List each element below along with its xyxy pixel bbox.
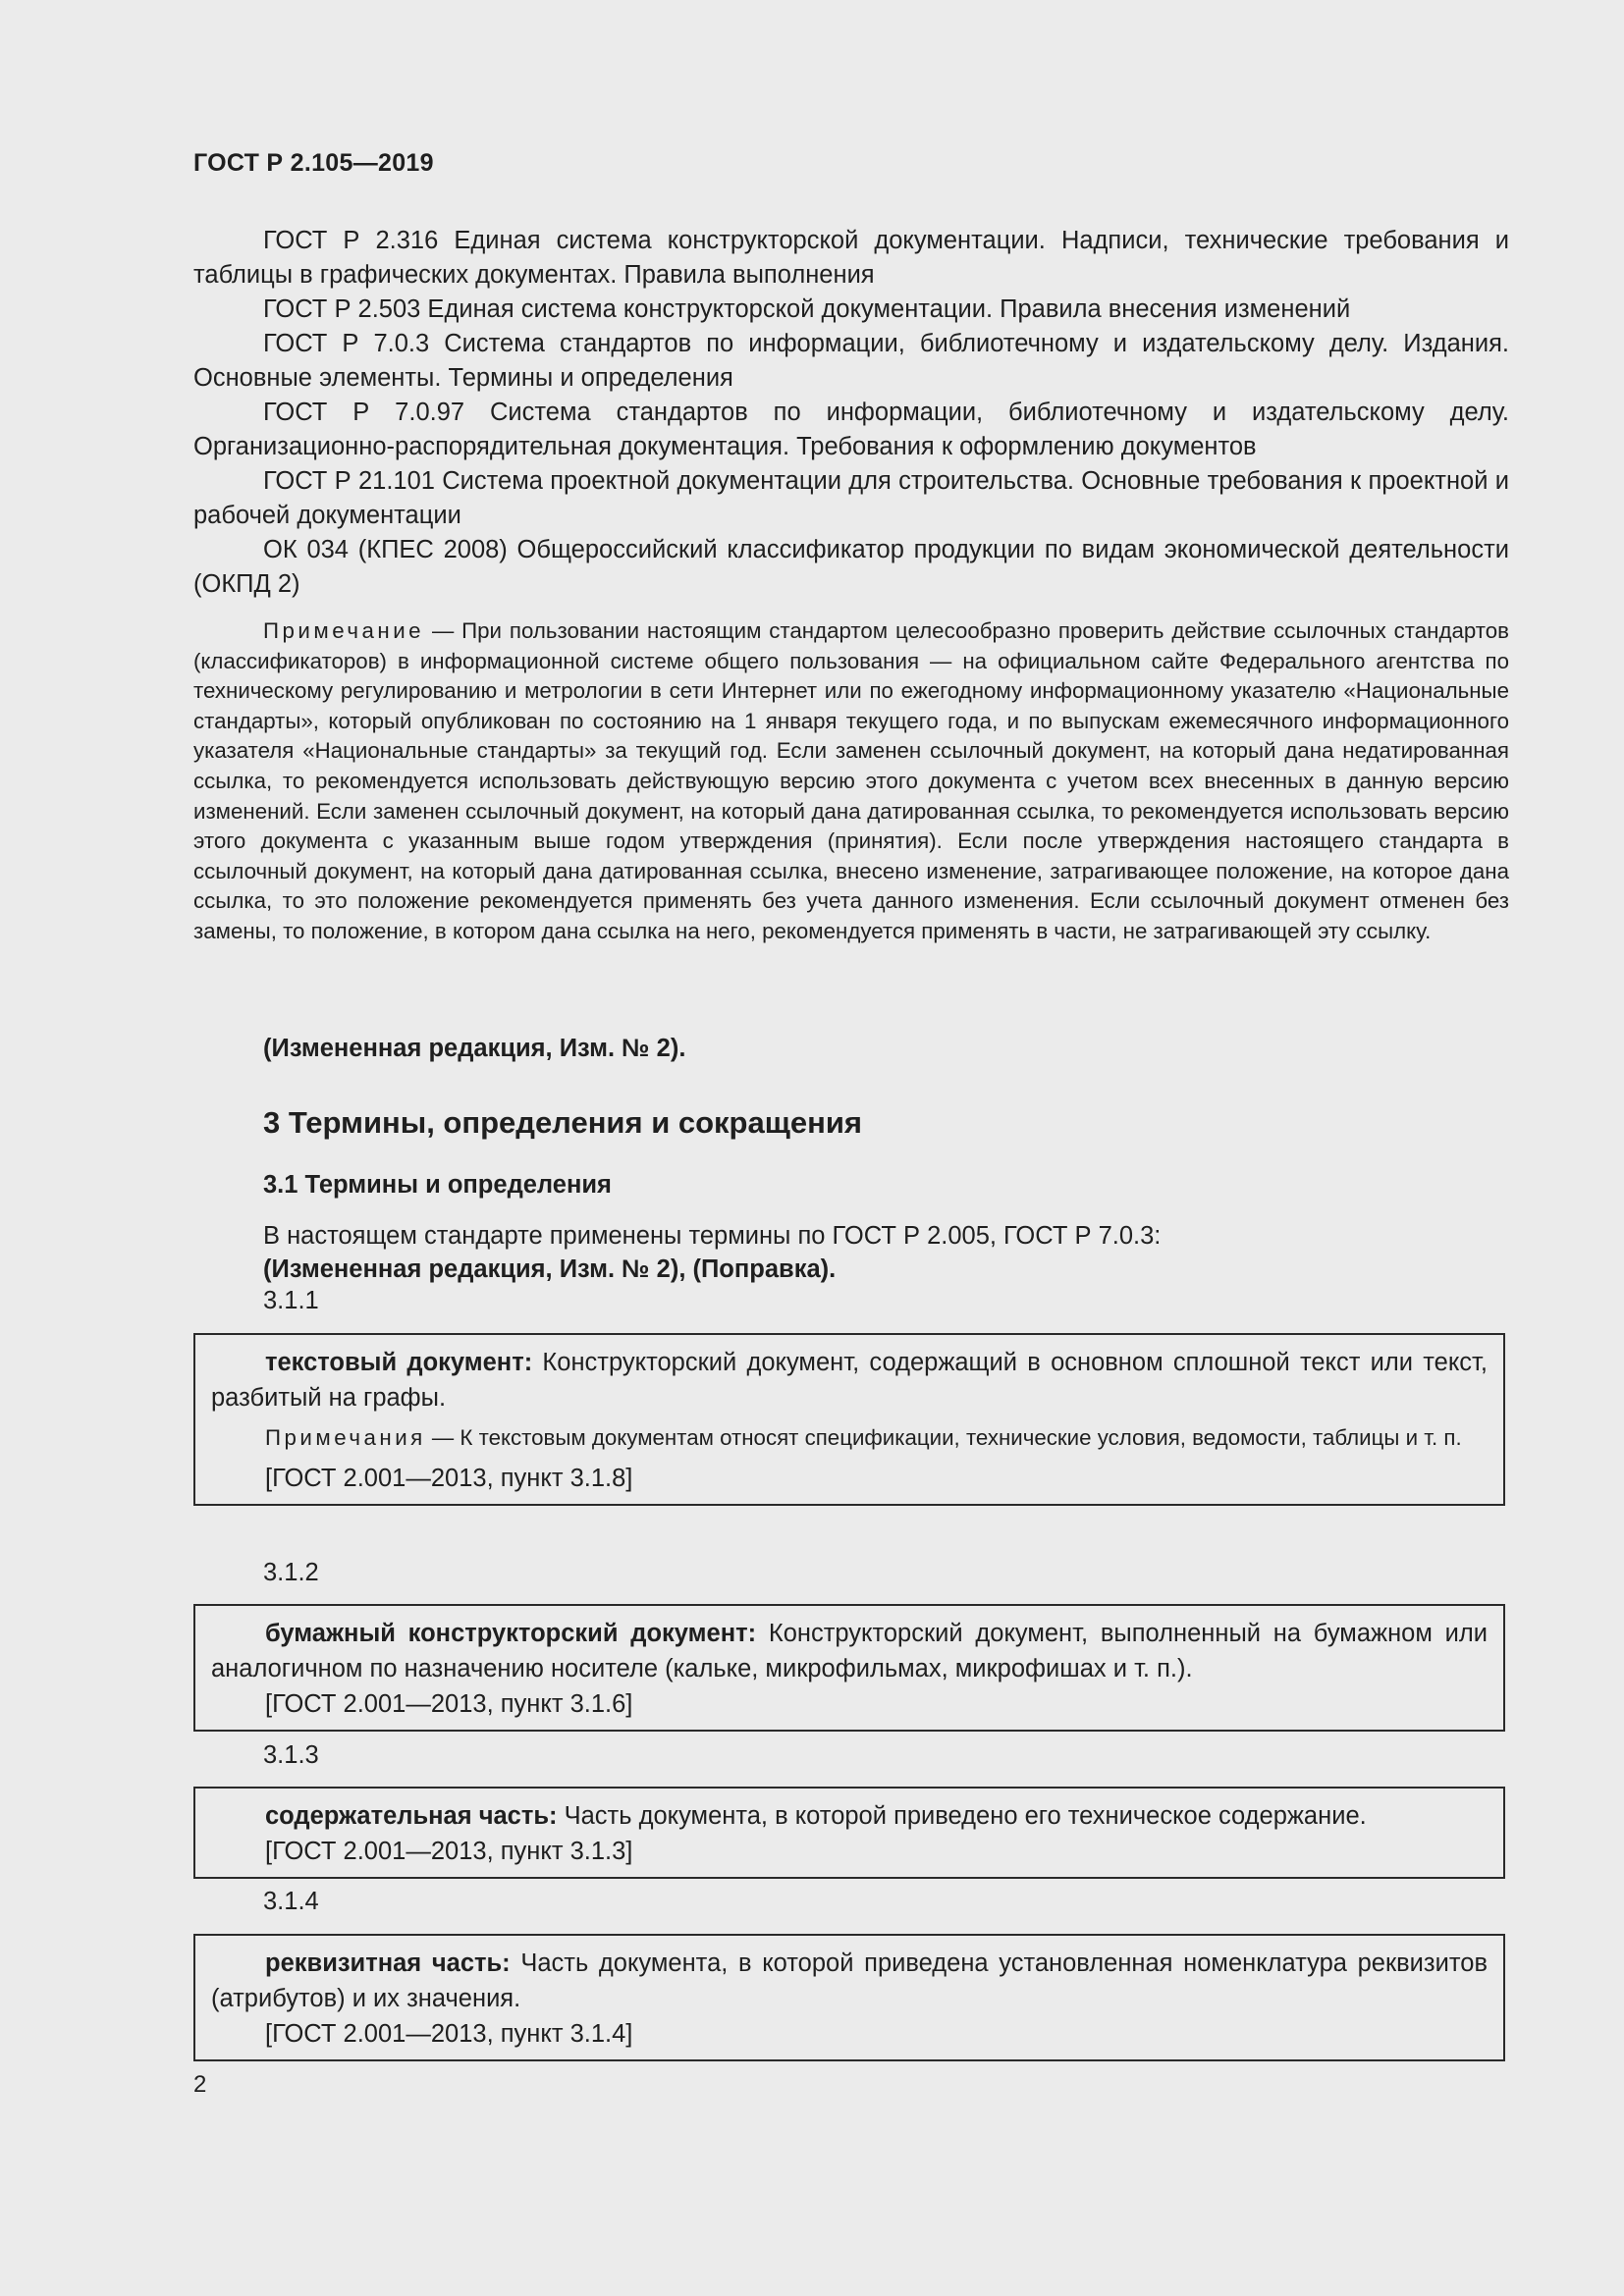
term-source: [ГОСТ 2.001—2013, пункт 3.1.3]: [265, 1838, 633, 1865]
document-header: ГОСТ Р 2.105—2019: [193, 149, 434, 177]
term-source: [ГОСТ 2.001—2013, пункт 3.1.6]: [265, 1690, 633, 1718]
reference-item: ГОСТ Р 2.503 Единая система конструкторской документации. Правила внесения изменений: [263, 295, 1351, 323]
term-name: реквизитная часть:: [265, 1949, 511, 1977]
term-box: [193, 1787, 1505, 1879]
term-source: [ГОСТ 2.001—2013, пункт 3.1.8]: [265, 1465, 633, 1492]
reference-item: ГОСТ Р 21.101 Система проектной документации для строительства. Основные требования к проектной и рабочей документации: [193, 467, 1509, 529]
term-source: [ГОСТ 2.001—2013, пункт 3.1.4]: [265, 2020, 633, 2048]
term-name: текстовый документ:: [265, 1349, 533, 1376]
term-number: 3.1.1: [263, 1287, 319, 1314]
references-note: [193, 616, 1509, 947]
term-definition: [211, 1798, 1488, 1834]
section-intro: [263, 1219, 1161, 1286]
section-title: 3 Термины, определения и сокращения: [263, 1105, 862, 1140]
term-name: бумажный конструкторский документ:: [265, 1620, 757, 1647]
reference-item: ОК 034 (КПЕС 2008) Общероссийский классификатор продукции по видам экономической деятельности (ОКПД 2): [193, 536, 1509, 598]
term-text: Конструкторский документ, содержащий в основном сплошной текст или текст, разбитый на графы.: [211, 1349, 1488, 1412]
intro-amendment: (Измененная редакция, Изм. № 2), (Поправка).: [263, 1255, 837, 1283]
note-text: — При пользовании настоящим стандартом целесообразно проверить действие ссылочных стандартов (классификаторов) в информационной системе общего пользования — на официальном сайте Федерального агентства по техническому регулированию и метрологии в сети Интернет или по ежегодному информационному указателю «Национальные стандарты», который опубликован по состоянию на 1 января текущего года, и по выпускам ежемесячного информационного указателя «Национальные стандарты» за текущий год. Если заменен ссылочный документ, на который дана недатированная ссылка, то рекомендуется использовать действующую версию этого документа с учетом всех внесенных в данную версию изменений. Если заменен ссылочный документ, на который дана датированная ссылка, то рекомендуется использовать версию этого документа с указанным выше годом утверждения (принятия). Если после утверждения настоящего стандарта в ссылочный документ, на который дана датированная ссылка, внесено изменение, затрагивающее положение, на которое дана ссылка, то это положение рекомендуется применять без учета данного изменения. Если ссылочный документ отменен без замены, то положение, в котором дана ссылка на него, рекомендуется применять в части, не затрагивающей эту ссылку.: [193, 618, 1509, 943]
term-number: 3.1.2: [263, 1559, 319, 1586]
intro-text: В настоящем стандарте применены термины по ГОСТ Р 2.005, ГОСТ Р 7.0.3:: [263, 1222, 1162, 1250]
term-box: [193, 1604, 1505, 1732]
amendment-note: (Измененная редакция, Изм. № 2).: [263, 1035, 686, 1062]
term-note-label: Примечания: [265, 1425, 426, 1450]
reference-item: ГОСТ Р 2.316 Единая система конструкторской документации. Надписи, технические требования и таблицы в графических документах. Правила выполнения: [193, 227, 1509, 289]
term-box: [193, 1333, 1505, 1506]
reference-item: ГОСТ Р 7.0.3 Система стандартов по информации, библиотечному и издательскому делу. Издания. Основные элементы. Термины и определения: [193, 330, 1509, 392]
note-label: Примечание: [263, 618, 425, 643]
page-number: 2: [193, 2071, 207, 2098]
term-box: [193, 1934, 1505, 2061]
term-note: [211, 1423, 1488, 1453]
subsection-title: 3.1 Термины и определения: [263, 1171, 612, 1199]
term-definition: [211, 1345, 1488, 1415]
term-text: Часть документа, в которой приведено его техническое содержание.: [557, 1802, 1367, 1830]
term-note-text: — К текстовым документам относят спецификации, технические условия, ведомости, таблицы и т. п.: [425, 1425, 1462, 1450]
reference-item: ГОСТ Р 7.0.97 Система стандартов по информации, библиотечному и издательскому делу. Организационно-распорядительная документация. Требования к оформлению документов: [193, 399, 1509, 460]
term-text: Часть документа, в которой приведена установленная номенклатура реквизитов (атрибутов) и их значения.: [211, 1949, 1488, 2012]
term-definition: [211, 1616, 1488, 1686]
term-number: 3.1.4: [263, 1888, 319, 1915]
reference-list: [193, 224, 1509, 602]
term-definition: [211, 1946, 1488, 2016]
term-text: Конструкторский документ, выполненный на бумажном или аналогичном по назначению носителе (кальке, микрофильмах, микрофишах и т. п.).: [211, 1620, 1488, 1682]
term-number: 3.1.3: [263, 1741, 319, 1769]
term-name: содержательная часть:: [265, 1802, 558, 1830]
